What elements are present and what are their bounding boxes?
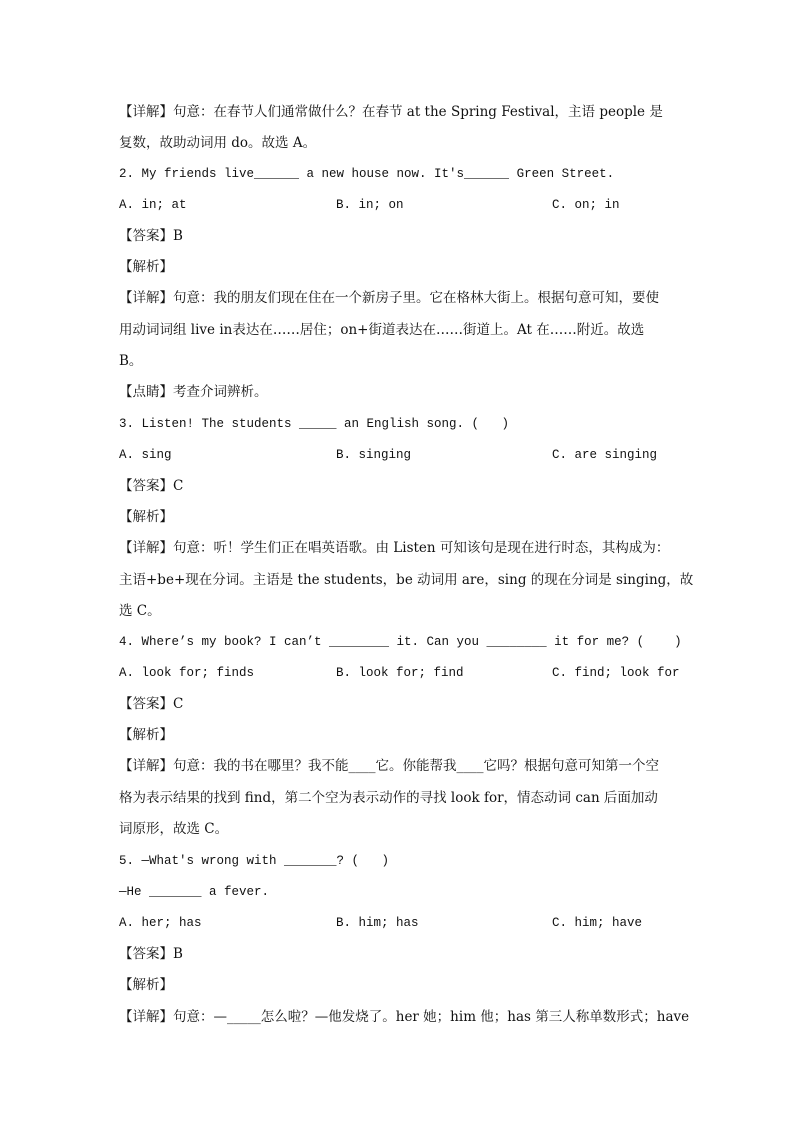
analysis-label: 【解析】 [119,509,173,525]
analysis-label: 【解析】 [119,259,173,275]
explanation-line: 【详解】句意：我的书在哪里？我不能____它。你能帮我____它吗？根据句意可知第一个空 [119,758,659,774]
option-b: B. look for; find [336,666,464,680]
analysis-label: 【解析】 [119,727,173,743]
question-4-stem: 4. Where’s my book? I can’t ________ it. Can you ________ it for me? ( ) [119,635,682,649]
explanation-line: 【详解】句意：—_____怎么啦？—他发烧了。her 她；him 他；has 第三人称单数形式；have [119,1009,690,1025]
explanation-line: 词原形，故选 C。 [119,821,229,837]
question-4-options [119,661,679,685]
explanation-line: 复数，故助动词用 do。故选 A。 [119,135,317,151]
option-a: A. in; at [119,198,187,212]
question-2-stem: 2. My friends live______ a new house now. It's______ Green Street. [119,167,615,181]
option-c: C. find; look for [552,666,680,680]
explanation-line: 【详解】句意：我的朋友们现在住在一个新房子里。它在格林大街上。根据句意可知，要使 [119,290,659,306]
explanation-line: 主语+be+现在分词。主语是 the students，be 动词用 are，sing 的现在分词是 singing，故 [119,572,694,588]
question-5-stem: 5. —What's wrong with _______? ( ) [119,854,390,868]
option-b: B. him; has [336,916,419,930]
option-a: A. sing [119,448,172,462]
option-c: C. are singing [552,448,658,462]
option-c: C. on; in [552,198,620,212]
answer-label: 【答案】C [119,478,184,494]
option-b: B. in; on [336,198,404,212]
key-point-line: 【点睛】考查介词辨析。 [119,384,268,400]
option-c: C. him; have [552,916,643,930]
answer-label: 【答案】C [119,696,184,712]
explanation-line: B。 [119,353,143,369]
option-a: A. look for; finds [119,666,255,680]
option-b: B. singing [336,448,412,462]
analysis-label: 【解析】 [119,977,173,993]
question-2-options [119,193,679,217]
question-5-stem-line-2: —He _______ a fever. [119,885,270,899]
question-3-options [119,443,679,467]
question-3-stem: 3. Listen! The students _____ an English song. ( ) [119,417,510,431]
question-5-options [119,911,679,935]
option-a: A. her; has [119,916,202,930]
answer-label: 【答案】B [119,228,183,244]
explanation-line: 【详解】句意：听！学生们正在唱英语歌。由 Listen 可知该句是现在进行时态，其构成为： [119,540,670,556]
explanation-line: 【详解】句意：在春节人们通常做什么？在春节 at the Spring Festival，主语 people 是 [119,104,663,120]
explanation-line: 选 C。 [119,603,161,619]
explanation-line: 格为表示结果的找到 find，第二个空为表示动作的寻找 look for，情态动词 can 后面加动 [119,790,658,806]
answer-label: 【答案】B [119,946,183,962]
explanation-line: 用动词词组 live in表达在……居住；on+街道表达在……街道上。At 在……附近。故选 [119,322,645,338]
